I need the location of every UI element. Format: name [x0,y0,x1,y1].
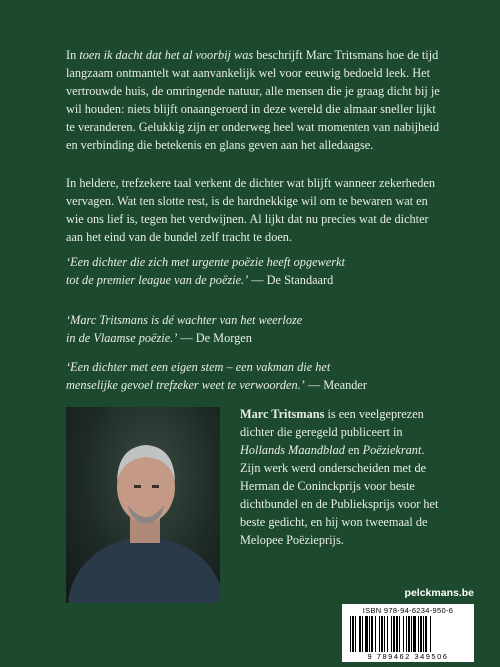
isbn-barcode [342,604,474,662]
barcode-bar [371,616,373,652]
barcode-bar [396,616,398,652]
barcode-bar [393,616,395,652]
author-photo [66,407,220,603]
quote-text: ‘Een dichter die zich met urgente poëzie heeft opgewerkt [66,255,345,269]
barcode-bars [350,616,466,652]
quote-text: tot de premier league van de poëzie.’ [66,273,249,287]
barcode-bar [411,616,412,652]
barcode-bar [399,616,400,652]
quote-source: — Meander [304,378,367,392]
barcode-bar [406,616,407,652]
author-bio [240,405,445,549]
ean-digits: 9 789462 349506 [367,652,449,661]
barcode-bar [418,616,419,652]
barcode-bar [430,616,431,652]
barcode-bar [403,616,404,652]
barcode-bar [352,616,354,652]
barcode-bar [408,616,410,652]
barcode-bar [413,616,416,652]
publisher-url[interactable]: pelckmans.be [404,587,474,599]
quote-text: ‘Een dichter met een eigen stem – een vakman die het [66,360,331,374]
intro-prefix: In [66,48,80,62]
author-name: Marc Tritsmans [240,407,325,421]
barcode-bar [423,616,424,652]
barcode-bar [362,616,363,652]
isbn-label: ISBN 978-94-6234-950-6 [362,606,454,615]
bio-text: is een veelgeprezen dichter die geregeld publiceert in [240,407,424,439]
barcode-bar [420,616,422,652]
second-paragraph: In heldere, trefzekere taal verkent de dichter wat blijft wanneer zekerheden vervagen. Wat ten slotte rest, is de hardnekkige wil om te bewaren wat en wie ons lief is, tegen het verdwijnen. Al lijkt dat nu precies wat de dichter aan het eind van de bundel zelf tracht te doen. [66,176,436,244]
barcode-bar [375,616,376,652]
barcode-bar [355,616,356,652]
barcode-bar [379,616,380,652]
quote-text: menselijke gevoel trefzeker weet te verwoorden.’ [66,378,305,392]
intro-body: beschrijft Marc Tritsmans hoe de tijd langzaam ontmantelt wat aanvankelijk wel voor eeuwig bedoeld leek. Het vertrouwde huis, de omringende natuur, alle mensen die je graag dicht bij je wil houden: niets blijft onaangeroerd in deze wereld die almaar sneller lijkt te veranderen. Gelukkig zijn er onderweg heel wat momenten van nabijheid en verbinding die betekenis en glans geven aan het alledaagse. [66,48,440,152]
quote-source: — De Morgen [177,331,252,345]
quote-text: ‘Marc Tritsmans is dé wachter van het weerloze [66,313,303,327]
review-quote-2 [66,311,466,347]
barcode-bar [425,616,427,652]
barcode-bar [391,616,392,652]
author-portrait-illustration [66,407,220,603]
magazine-name: Poëziekrant [362,443,422,457]
bio-text: . Zijn werk werd onderscheiden met de Herman de Coninckprijs voor beste dichtbundel en de Publieksprijs voor het beste gedicht, en hij won tweemaal de Melopee Poëzieprijs. [240,443,439,547]
bio-text: en [344,443,363,457]
barcode-bar [365,616,368,652]
magazine-name: Hollands Maandblad [240,443,345,457]
barcode-bar [381,616,383,652]
quote-source: — De Standaard [248,273,334,287]
quote-text: in de Vlaamse poëzie.’ [66,331,178,345]
barcode-bar [359,616,361,652]
barcode-bar [350,616,351,652]
barcode-bar [387,616,388,652]
review-quote-3 [66,358,466,394]
review-quote-1 [66,253,466,289]
barcode-bar [369,616,370,652]
barcode-bar [384,616,385,652]
intro-paragraph [66,46,446,154]
book-title: toen ik dacht dat het al voorbij was [79,48,254,62]
